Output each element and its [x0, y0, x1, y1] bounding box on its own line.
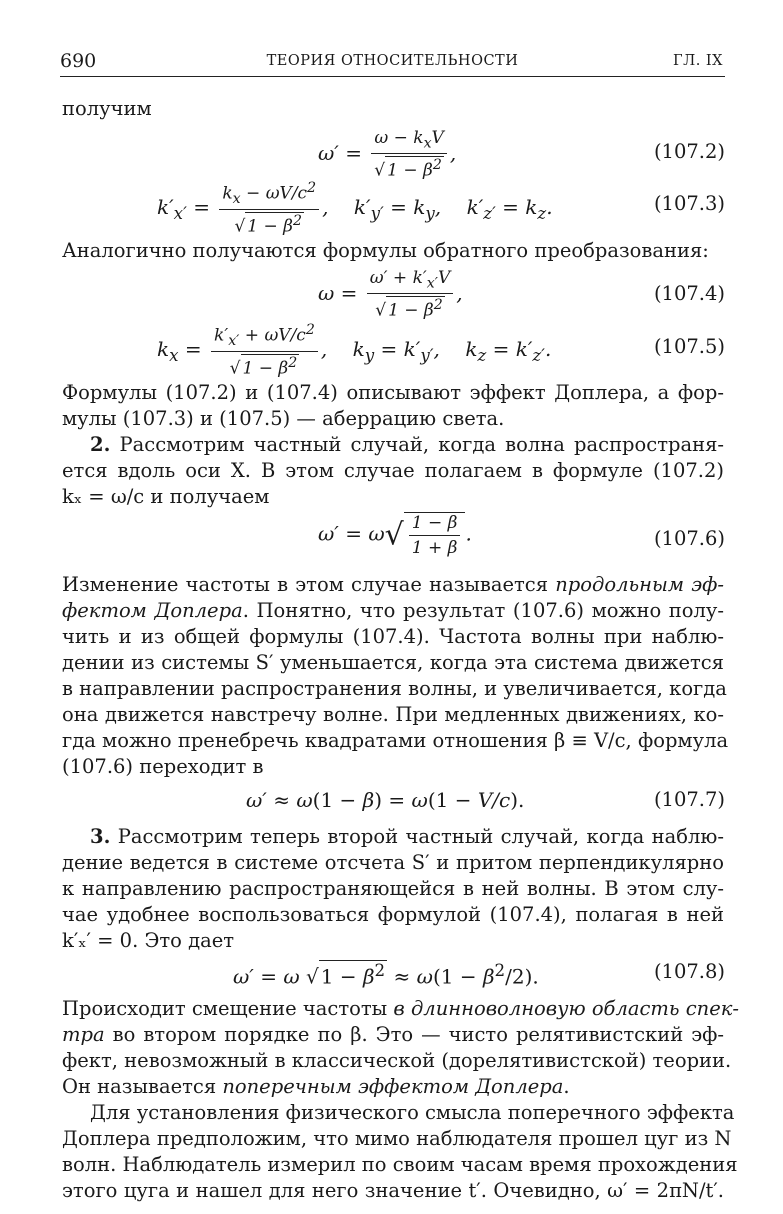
- section-number: 3.: [90, 825, 111, 848]
- equation-107-5: $k_x$ = $\frac{k'_{x'} + \omega V/c^2}{√ 1 - \beta^2}$ , $k_y = k'_{y'}$, $k_z = k'_{z'}$.: [157, 322, 552, 379]
- emphasis-term: в длинноволновую область спек-: [393, 997, 739, 1020]
- text-line: фект, невозможный в классической (дорелятивистской) теории.: [62, 1049, 732, 1072]
- equation-number: (107.6): [653, 527, 725, 550]
- equation-107-2: ω′ = $\frac{\omega - k_xV}{√ 1 - \beta^2}$ ,: [318, 128, 457, 182]
- text-line: Аналогично получаются формулы обратного преобразования:: [62, 239, 709, 262]
- text-span: Рассмотрим теперь второй частный случай, когда наблю-: [110, 825, 724, 848]
- equation-number: (107.3): [653, 192, 725, 215]
- text-line: волн. Наблюдатель измерил по своим часам время прохождения: [62, 1153, 738, 1176]
- text-line: [62, 432, 724, 458]
- text-line: этого цуга и нашел для него значение t′. Очевидно, ω′ = 2πN/t′.: [62, 1179, 724, 1202]
- text-line: к направлению распространяющейся в ней волны. В этом слу-: [62, 877, 724, 900]
- text-line: чае удобнее воспользоваться формулой (107.4), полагая в ней: [62, 903, 724, 926]
- chapter-label: ГЛ. IX: [673, 53, 723, 69]
- equation-107-4: ω = $\frac{\omega' + k'_{x'}V}{√ 1 - \beta^2}$ ,: [318, 268, 463, 322]
- emphasis-term: продольным эф-: [555, 573, 724, 596]
- text-line: [62, 572, 724, 598]
- text-line: [62, 824, 724, 850]
- text-line: мулы (107.3) и (107.5) — аберрацию света.: [62, 407, 505, 430]
- text-line: она движется навстречу волне. При медленных движениях, ко-: [62, 703, 724, 726]
- equation-number: (107.7): [653, 788, 725, 811]
- text-line: гда можно пренебречь квадратами отношения β ≡ V/c, формула: [62, 729, 729, 752]
- equation-107-6: ω′ = ω√ $\frac{1 - \beta}{1 + \beta}$ .: [318, 513, 472, 558]
- equation-107-8: ω′ = ω √ $1 - \beta^2 \approx \omega(1 - \beta^2/2)$.: [233, 961, 539, 989]
- text-line: дение ведется в системе отсчета S′ и притом перпендикулярно: [62, 851, 724, 874]
- text-line: Для установления физического смысла поперечного эффекта: [90, 1101, 735, 1124]
- equation-107-3: $k'_{x'}$ = $\frac{k_x - \omega V/c^2}{√ 1 - \beta^2}$ , $k'_{y'} = k_y$, $k'_{z'} = k_z$.: [157, 180, 553, 237]
- equation-number: (107.2): [653, 140, 725, 163]
- text-line: чить и из общей формулы (107.4). Частота волны при наблю-: [62, 625, 724, 648]
- equation-number: (107.4): [653, 282, 725, 305]
- text-line: дении из системы S′ уменьшается, когда эта система движется: [62, 651, 724, 674]
- page-number: 690: [60, 50, 97, 72]
- emphasis-term: поперечным эффектом Доплера: [222, 1075, 564, 1098]
- text-line: [62, 996, 739, 1022]
- text-line: (107.6) переходит в: [62, 755, 264, 778]
- text-span: Происходит смещение частоты: [62, 997, 394, 1020]
- text-span: Рассмотрим частный случай, когда волна распространя-: [110, 433, 724, 456]
- text-line: [62, 598, 724, 624]
- text-span: . Понятно, что результат (107.6) можно полу-: [242, 599, 724, 622]
- text-span: .: [563, 1075, 570, 1098]
- equation-number: (107.5): [653, 335, 725, 358]
- text-line: получим: [62, 97, 152, 120]
- equation-107-7: ω′ ≈ ω(1 − β) = ω(1 − V/c).: [246, 788, 525, 812]
- text-line: ется вдоль оси X. В этом случае полагаем в формуле (107.2): [62, 459, 724, 482]
- text-line: [62, 1022, 724, 1048]
- text-span: Он называется: [62, 1075, 223, 1098]
- emphasis-term: тра: [62, 1023, 105, 1046]
- text-line: Формулы (107.2) и (107.4) описывают эффект Доплера, а фор-: [62, 381, 724, 404]
- equation-number: (107.8): [653, 960, 725, 983]
- header-title: ТЕОРИЯ ОТНОСИТЕЛЬНОСТИ: [266, 53, 519, 69]
- text-line: Доплера предположим, что мимо наблюдателя прошел цуг из N: [62, 1127, 732, 1150]
- running-header: [60, 50, 725, 77]
- text-span: Изменение частоты в этом случае называется: [62, 573, 556, 596]
- text-line: в направлении распространения волны, и увеличивается, когда: [62, 677, 727, 700]
- text-line: k′ₓ′ = 0. Это дает: [62, 929, 235, 952]
- text-line: [62, 1074, 724, 1100]
- text-span: во втором порядке по β. Это — чисто релятивистский эф-: [104, 1023, 724, 1046]
- section-number: 2.: [90, 433, 111, 456]
- text-line: kₓ = ω/c и получаем: [62, 485, 270, 508]
- emphasis-term: фектом Доплера: [62, 599, 243, 622]
